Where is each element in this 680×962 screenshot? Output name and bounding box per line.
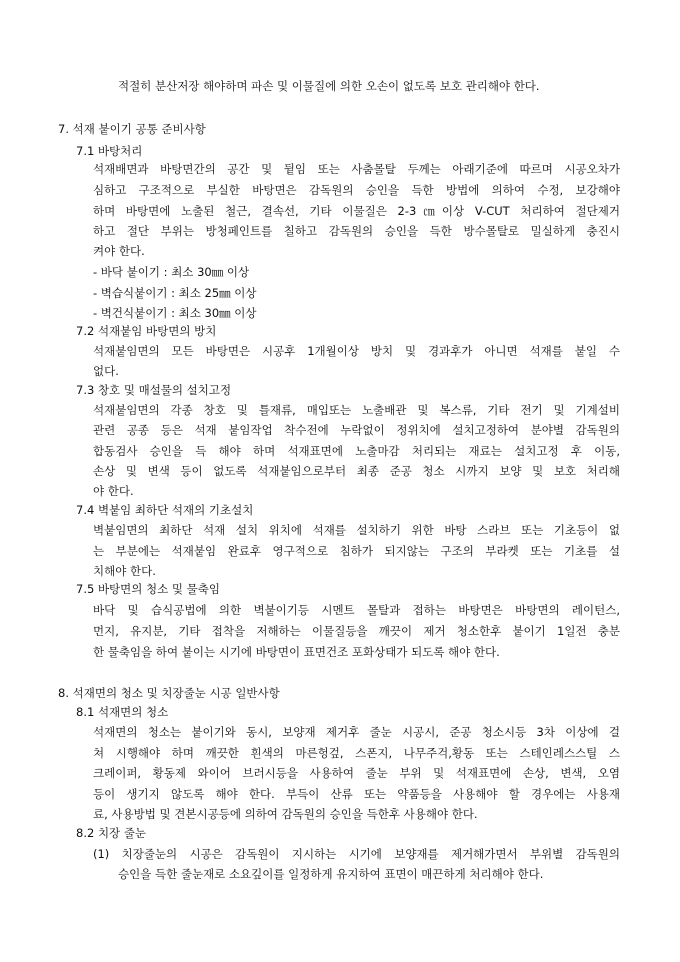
section-7-4-line: 는 부분에는 석재붙임 완료후 영구적으로 침하가 되지않는 구조의 부라켓 또는 기초를 설 — [93, 544, 620, 558]
intro-line: 적절히 분산저장 해야하며 파손 및 이물질에 의한 오손이 없도록 보호 관리해야 한다. — [118, 79, 540, 93]
section-8-1-line: 석재면의 청소는 붙이기와 동시, 보양재 제거후 줄눈 시공시, 준공 청소시등 3차 이상에 걸 — [93, 725, 620, 739]
section-8-2-title: 8.2 치장 줄눈 — [76, 826, 147, 840]
section-7-1-line: 하며 바탕면에 노출된 철근, 결속선, 기타 이물질은 2-3㎝이상 V-CUT 처리하여 절단제거 — [93, 204, 620, 218]
section-7-1-line: 켜야 한다. — [93, 244, 145, 258]
section-7-4-title: 7.4 벽붙임 최하단 석재의 기초설치 — [76, 503, 254, 517]
section-8-title: 8. 석재면의 청소 및 치장줄눈 시공 일반사항 — [58, 686, 280, 700]
section-7-5-line: 한 물축임을 하여 붙이는 시기에 바탕면이 표면건조 포화상태가 되도록 해야 한다. — [93, 645, 500, 659]
section-7-2-line: 없다. — [93, 364, 119, 378]
section-7-title: 7. 석재 붙이기 공통 준비사항 — [58, 122, 206, 136]
section-8-2-line: 승인을 득한 줄눈재로 소요깊이를 일정하게 유지하여 표면이 매끈하게 처리해야 한다. — [118, 867, 544, 881]
section-7-1-line: 석재배면과 바탕면간의 공간 및 뒽임 또는 사춤몰탈 두께는 아래기준에 따르며 시공오차가 — [93, 162, 620, 176]
list-item: - 벽습식붙이기 : 최소 25㎜ 이상 — [93, 286, 257, 300]
list-item: - 바닥 붙이기 : 최소 30㎜ 이상 — [93, 265, 250, 279]
section-7-3-line: 관련 공종 등은 석재 붙임작업 착수전에 누락없이 정위치에 설치고정하여 분야별 감독원의 — [93, 423, 620, 437]
section-7-2-title: 7.2 석재붙임 바탕면의 방치 — [76, 324, 217, 338]
list-item: - 벽건식붙이기 : 최소 30㎜ 이상 — [93, 306, 257, 320]
section-7-1-title: 7.1 바탕처리 — [76, 144, 143, 158]
section-7-3-line: 손상 및 변색 등이 없도록 석재붙임으로부터 최종 준공 청소 시까지 보양 및 보호 처리해 — [93, 464, 620, 478]
section-7-5-title: 7.5 바탕면의 청소 및 물축임 — [76, 582, 220, 596]
section-8-1-line: 쳐 시행해야 하며 깨끗한 흰색의 마른헝겊, 스폰지, 나무주걱,황동 또는 스테인레스스틸 스 — [93, 746, 620, 760]
section-7-3-line: 합동검사 승인을 득 해야 하며 석재표면에 노출마감 처리되는 재료는 설치고정 후 이동, — [93, 444, 620, 458]
section-7-3-line: 석재붙임면의 각종 창호 및 틀재류, 매입또는 노출배관 및 복스류, 기타 전기 및 기계설비 — [93, 403, 620, 417]
section-7-2-line: 석재붙임면의 모든 바탕면은 시공후 1개월이상 방치 및 경과후가 아니면 석재를 붙일 수 — [93, 344, 620, 358]
section-7-1-line: 심하고 구조적으로 부실한 바탕면은 감독원의 승인을 득한 방법에 의하여 수정, 보강해야 — [93, 183, 620, 197]
section-7-4-line: 치해야 한다. — [93, 564, 156, 578]
section-8-1-line: 료, 사용방법 및 견본시공등에 의하여 감독원의 승인을 득한후 사용해야 한다. — [93, 807, 478, 821]
section-8-1-line: 크레이퍼, 황동제 와이어 브러시등을 사용하여 줄눈 부위 및 석재표면에 손상, 변색, 오염 — [93, 766, 620, 780]
section-7-3-line: 야 한다. — [93, 484, 134, 498]
section-8-2-line: (1) 치장줄눈의 시공은 감독원이 지시하는 시기에 보양재를 제거해가면서 부위별 감독원의 — [93, 847, 620, 861]
section-7-5-line: 먼지, 유지분, 기타 접착을 저해하는 이물질등을 깨끗이 제거 청소한후 붙이기 1일전 충분 — [93, 624, 620, 638]
section-7-1-line: 하고 절단 부위는 방청페인트를 칠하고 감독원의 승인을 득한 방수몰탈로 밀실하게 충진시 — [93, 224, 620, 238]
section-7-4-line: 벽붙임면의 최하단 석재 설치 위치에 석재를 설치하기 위한 바탕 스라브 또는 기초등이 없 — [93, 523, 620, 537]
section-8-1-line: 등이 생기지 않도록 해야 한다. 부득이 산류 또는 약품등을 사용해야 할 경우에는 사용재 — [93, 787, 620, 801]
section-8-1-title: 8.1 석재면의 청소 — [76, 705, 169, 719]
section-7-5-line: 바닥 및 습식공법에 의한 벽붙이기등 시멘트 몰탈과 접하는 바탕면은 바탕면의 레이턴스, — [93, 603, 620, 617]
section-7-3-title: 7.3 창호 및 매설물의 설치고정 — [76, 383, 232, 397]
